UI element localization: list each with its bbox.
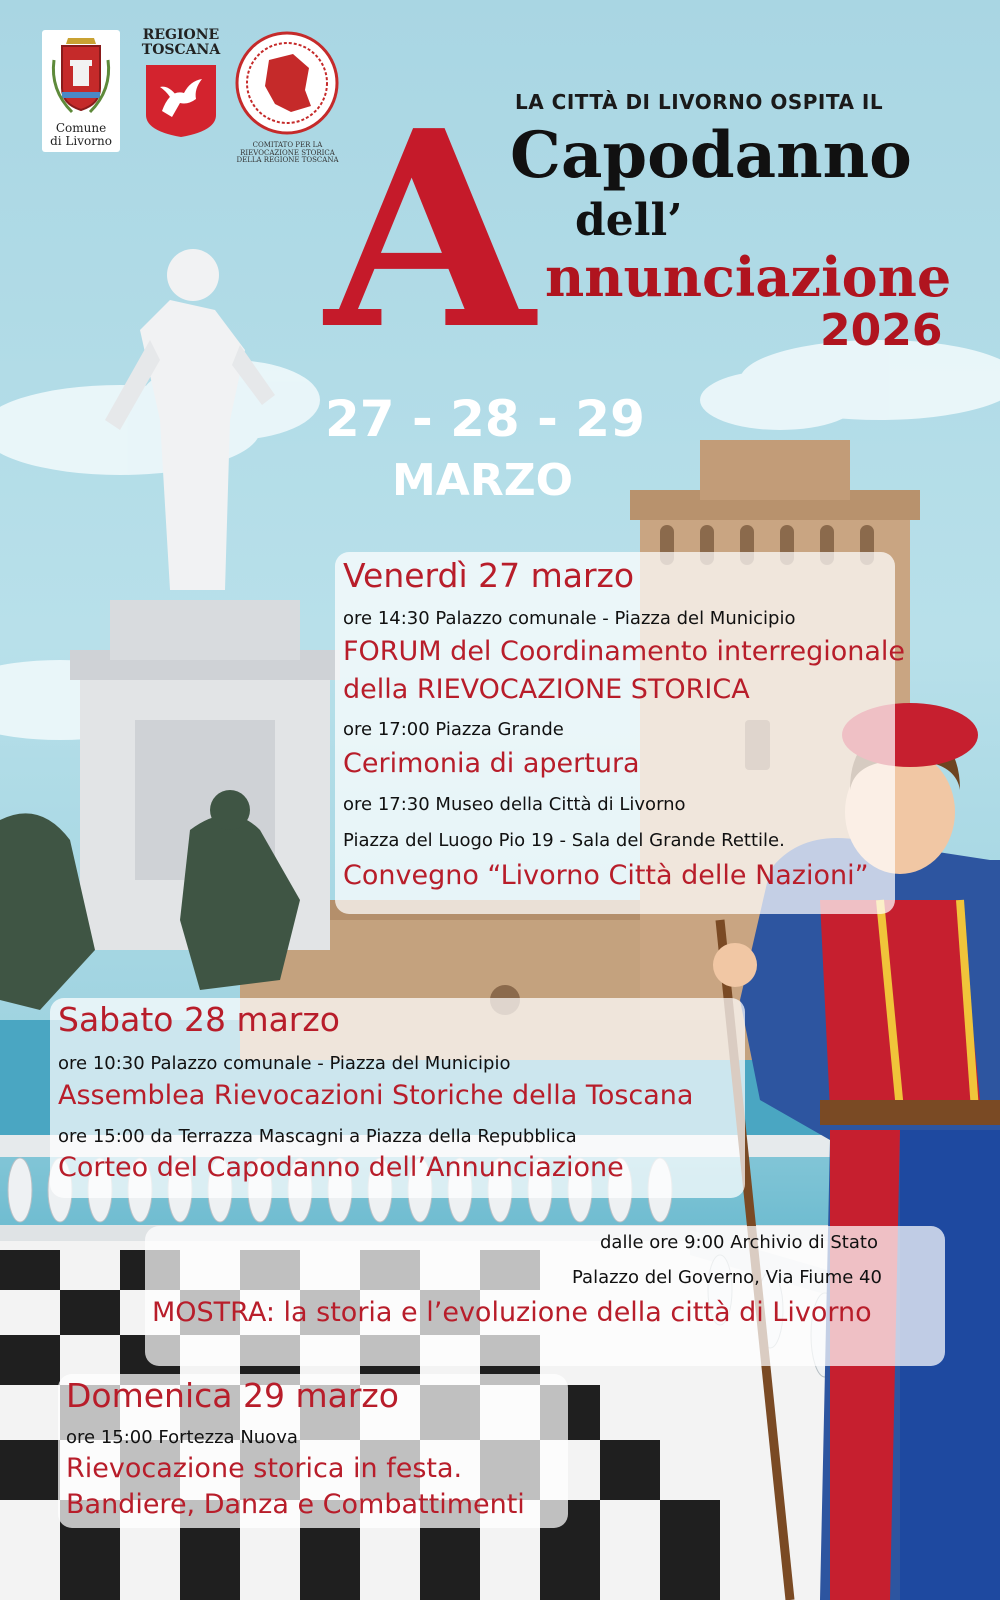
pegasus-shield-icon (140, 59, 222, 141)
friday-convegno-info-line2: Piazza del Luogo Pio 19 - Sala del Grande Rettile. (343, 830, 785, 851)
sunday-festa-info: ore 15:00 Fortezza Nuova (66, 1427, 298, 1448)
livorno-coat-of-arms-icon (42, 30, 120, 118)
title-dell: dell’ (575, 195, 683, 246)
friday-ceremony-event: Cerimonia di apertura (343, 748, 640, 779)
saturday-parade-info: ore 15:00 da Terrazza Mascagni a Piazza della Repubblica (58, 1126, 577, 1147)
event-year: 2026 (820, 305, 943, 356)
regione-label (140, 28, 222, 59)
saturday-assembly-event: Assemblea Rievocazioni Storiche della Toscana (58, 1080, 694, 1111)
saturday-heading: Sabato 28 marzo (58, 1000, 340, 1039)
friday-forum-event-line2: della RIEVOCAZIONE STORICA (343, 674, 750, 705)
regione-label-line2: TOSCANA (141, 42, 221, 59)
host-city-tagline: LA CITTÀ DI LIVORNO OSPITA IL (515, 90, 884, 114)
friday-convegno-info: ore 17:30 Museo della Città di Livorno (343, 794, 686, 815)
friday-convegno-event: Convegno “Livorno Città delle Nazioni” (343, 860, 869, 891)
event-dates: 27 - 28 - 29 (325, 390, 645, 448)
comitato-caption: COMITATO PER LA RIEVOCAZIONE STORICA DELLA REGIONE TOSCANA (236, 141, 339, 165)
regione-toscana-logo (140, 28, 222, 150)
exhibition-info-line2: Palazzo del Governo, Via Fiume 40 (572, 1267, 882, 1288)
decorative-initial-a: A (325, 71, 535, 389)
comune-label (42, 122, 120, 148)
friday-heading: Venerdì 27 marzo (343, 556, 635, 595)
exhibition-info: dalle ore 9:00 Archivio di Stato (600, 1232, 878, 1253)
regione-label-line1: REGIONE (142, 27, 220, 43)
saturday-assembly-info: ore 10:30 Palazzo comunale - Piazza del Municipio (58, 1053, 511, 1074)
saturday-parade-event: Corteo del Capodanno dell’Annunciazione (58, 1152, 624, 1183)
friday-forum-event: FORUM del Coordinamento interregionale (343, 636, 906, 667)
title-capodanno: Capodanno (510, 118, 912, 193)
sunday-festa-event: Rievocazione storica in festa. (66, 1453, 463, 1484)
exhibition-event: MOSTRA: la storia e l’evoluzione della città di Livorno (152, 1297, 872, 1328)
friday-forum-info: ore 14:30 Palazzo comunale - Piazza del Municipio (343, 608, 796, 629)
sunday-heading: Domenica 29 marzo (66, 1376, 399, 1415)
title-annunciazione: nnunciazione (545, 245, 952, 309)
sunday-festa-event-line2: Bandiere, Danza e Combattimenti (66, 1489, 525, 1520)
comune-di-livorno-logo (42, 30, 120, 152)
comune-label-line1: Comune (55, 121, 107, 135)
friday-ceremony-info: ore 17:00 Piazza Grande (343, 719, 564, 740)
event-month: MARZO (392, 455, 574, 506)
comune-label-line2: di Livorno (50, 134, 112, 149)
